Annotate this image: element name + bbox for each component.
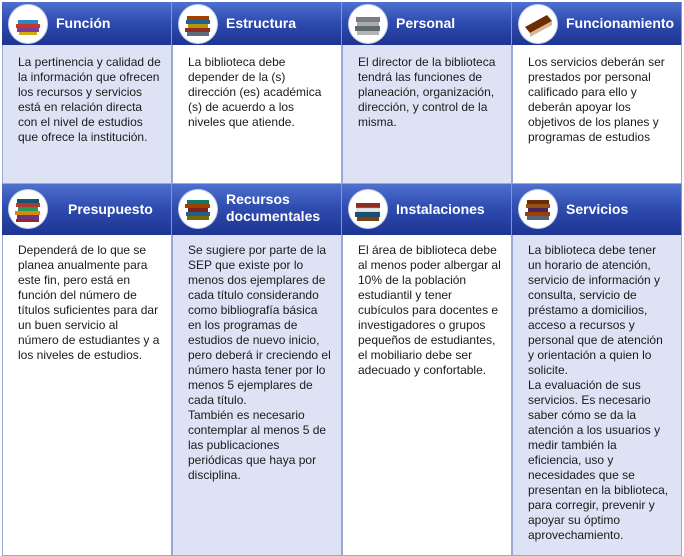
- book-stack-icon: [349, 5, 387, 43]
- header-instalaciones: [342, 184, 512, 235]
- text-instalaciones: El área de biblioteca debe al menos poder albergar al 10% de la población estudiantil y tener cubículos para docentes e investigadores o grupos pequeños de estudiantes, el mobiliario debe ser adecuado y confortable.: [342, 235, 512, 556]
- book-stack-icon: [179, 190, 217, 228]
- old-book-icon: [519, 5, 557, 43]
- text-funcion: La pertinencia y calidad de la información que ofrecen los recursos y servicios está en relación directa con el nivel de estudios que ofrece la institución.: [2, 45, 172, 184]
- title-presupuesto: Presupuesto: [68, 201, 153, 217]
- title-funcion: Función: [56, 15, 111, 31]
- text-funcionamiento: Los servicios deberán ser prestados por personal calificado para ello y deberán apoyar los objetivos de los planes y programas de estudios: [512, 45, 682, 184]
- header-personal: [342, 2, 512, 45]
- text-servicios: [512, 235, 682, 556]
- header-recursos-documentales: [172, 184, 342, 235]
- header-funcion: [2, 2, 172, 45]
- text-recursos-documentales: [172, 235, 342, 556]
- servicios-text: La biblioteca debe tener un horario de atención, servicio de información y consulta, servicio de préstamo a domicilios, acceso a recursos y personal que de atención y orientación a quien lo solicite. La evaluación de sus servicios. Es necesario saber cómo se da la atención a los usuarios y medir también la eficiencia, uso y necesidades que se presentan en la biblioteca, para corregir, prevenir y apoyar su óptimo aprovechamiento.: [528, 243, 669, 542]
- text-presupuesto: Dependerá de lo que se planea anualmente para este fin, pero está en función del número de títulos suficientes para dar un buen servicio al número de estudiantes y a los niveles de estudios.: [2, 235, 172, 556]
- library-criteria-grid: [2, 2, 682, 554]
- header-funcionamiento: [512, 2, 682, 45]
- title-recursos-documentales: Recursos documentales: [226, 191, 321, 224]
- text-estructura: La biblioteca debe depender de la (s) dirección (es) académica (s) de acuerdo a los niveles que atiende.: [172, 45, 342, 184]
- recursos-documentales-text: Se sugiere por parte de la SEP que existe por lo menos dos ejemplares de cada título considerando como bibliografía básica en los programas de estudios de nuevo inicio, pero deberá ir creciendo el número hasta tener por lo menos 5 ejemplares de cada título. También es necesario contemplar al menos 5 de las publicaciones periódicas que haya por disciplina.: [188, 243, 331, 482]
- header-presupuesto: [2, 184, 172, 235]
- book-stack-icon: [349, 190, 387, 228]
- title-estructura: Estructura: [226, 15, 297, 31]
- title-funcionamiento: Funcionamiento: [566, 15, 675, 31]
- title-personal: Personal: [396, 15, 456, 31]
- book-stack-icon: [9, 190, 47, 228]
- header-servicios: [512, 184, 682, 235]
- title-instalaciones: Instalaciones: [396, 201, 485, 217]
- book-stack-icon: [179, 5, 217, 43]
- book-icon: [9, 5, 47, 43]
- header-estructura: [172, 2, 342, 45]
- text-personal: El director de la biblioteca tendrá las funciones de planeación, organización, dirección, y control de la misma.: [342, 45, 512, 184]
- book-stack-icon: [519, 190, 557, 228]
- title-servicios: Servicios: [566, 201, 629, 217]
